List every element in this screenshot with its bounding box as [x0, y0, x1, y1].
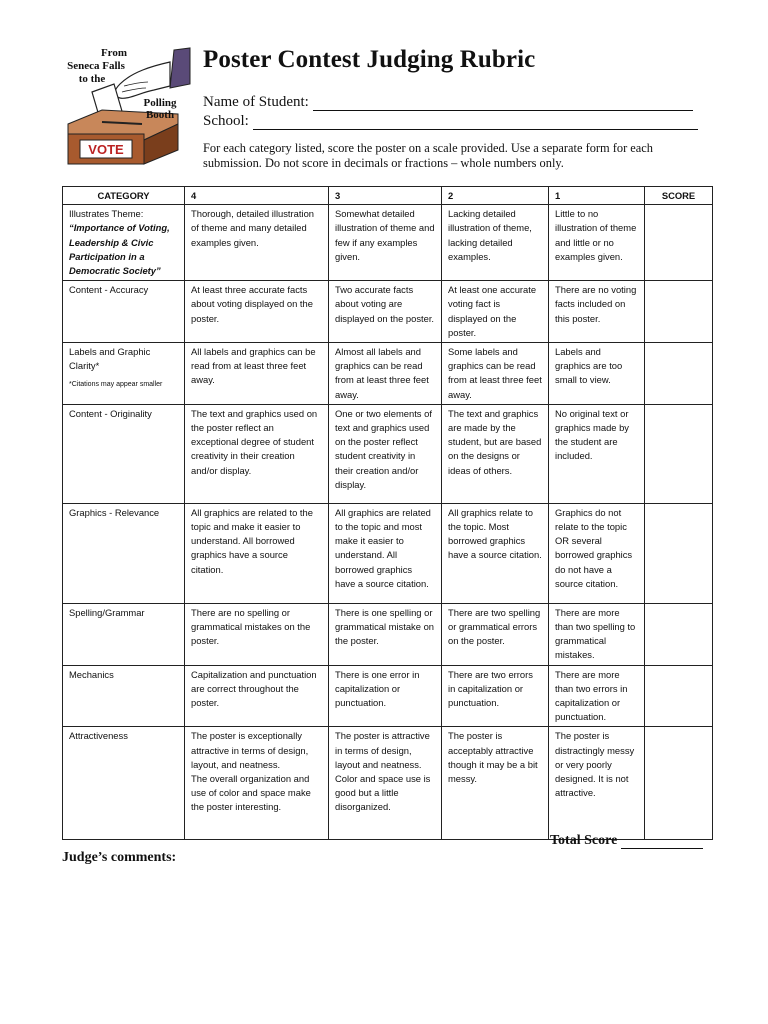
criterion-cell-1: There are no voting facts included on this poster.	[549, 281, 645, 343]
table-row	[63, 205, 713, 281]
criterion-cell-3: There is one spelling or grammatical mistake on the poster.	[329, 603, 442, 665]
header-2: 2	[442, 187, 549, 205]
logo-text-polling: Polling	[143, 97, 177, 109]
school-field	[203, 113, 698, 130]
category-label: Illustrates Theme:	[69, 208, 144, 220]
header-1: 1	[549, 187, 645, 205]
category-cell	[63, 404, 185, 503]
rubric-header-row	[63, 187, 713, 205]
student-name-label: Name of Student:	[203, 94, 309, 110]
logo-text-from: From	[100, 47, 128, 59]
criterion-cell-2: Some labels and graphics can be read from at least three feet away.	[442, 343, 549, 405]
logo-text-to-the: to the	[78, 73, 106, 85]
criterion-cell-4: The poster is exceptionally attractive in terms of design, layout, and neatness. The overall organization and use of color and space make the poster interesting.	[185, 727, 329, 840]
table-row	[63, 343, 713, 405]
category-cell	[63, 205, 185, 281]
table-row	[63, 281, 713, 343]
total-score-label: Total Score	[550, 833, 618, 848]
score-cell[interactable]	[645, 343, 713, 405]
criterion-cell-4: The text and graphics used on the poster reflect an exceptional degree of student creativity in their creation and/or display.	[185, 404, 329, 503]
category-cell	[63, 281, 185, 343]
category-note: *Citations may appear smaller	[69, 381, 163, 389]
criterion-cell-2: There are two errors in capitalization or punctuation.	[442, 665, 549, 727]
criterion-cell-3: All graphics are related to the topic and most make it easier to understand. All borrowed graphics have a source citation.	[329, 503, 442, 603]
score-cell[interactable]	[645, 727, 713, 840]
score-cell[interactable]	[645, 281, 713, 343]
school-label: School:	[203, 113, 249, 129]
criterion-cell-3: Almost all labels and graphics can be read from at least three feet away.	[329, 343, 442, 405]
student-name-line[interactable]	[313, 96, 693, 111]
criterion-cell-4: Thorough, detailed illustration of theme and many detailed examples given.	[185, 205, 329, 281]
category-cell	[63, 503, 185, 603]
instructions-text: For each category listed, score the poster on a scale provided. Use a separate form for each submission. Do not score in decimals or fractions – whole numbers only.	[203, 141, 654, 170]
criterion-cell-1: Little to no illustration of theme and little or no examples given.	[549, 205, 645, 281]
category-cell	[63, 343, 185, 405]
criterion-cell-4: At least three accurate facts about voting displayed on the poster.	[185, 281, 329, 343]
criterion-cell-2: All graphics relate to the topic. Most borrowed graphics have a source citation.	[442, 503, 549, 603]
category-label: Spelling/Grammar	[69, 606, 145, 618]
category-label: Content - Accuracy	[69, 284, 149, 296]
criterion-cell-3: The poster is attractive in terms of design, layout and neatness. Color and space use is good but a little disorganized.	[329, 727, 442, 840]
criterion-cell-1: There are more than two spelling to grammatical mistakes.	[549, 603, 645, 665]
criterion-cell-3: One or two elements of text and graphics used on the poster reflect student creativity in their creation and/or display.	[329, 404, 442, 503]
category-cell	[63, 727, 185, 840]
category-cell	[63, 665, 185, 727]
criterion-cell-1: There are more than two errors in capitalization or punctuation.	[549, 665, 645, 727]
score-cell[interactable]	[645, 603, 713, 665]
logo-text-seneca: Seneca Falls	[67, 60, 125, 72]
total-score-line[interactable]	[621, 834, 703, 849]
criterion-cell-4: Capitalization and punctuation are correct throughout the poster.	[185, 665, 329, 727]
criterion-cell-1: Labels and graphics are too small to view.	[549, 343, 645, 405]
category-cell	[63, 603, 185, 665]
judge-comments-label: Judge’s comments:	[62, 850, 177, 865]
school-line[interactable]	[253, 115, 698, 130]
category-label: Graphics - Relevance	[69, 506, 160, 518]
criterion-cell-4: All labels and graphics can be read from at least three feet away.	[185, 343, 329, 405]
criterion-cell-1: No original text or graphics made by the student are included.	[549, 404, 645, 503]
ballot-box-illustration	[62, 44, 192, 166]
header-4: 4	[185, 187, 329, 205]
criterion-cell-4: All graphics are related to the topic and make it easier to understand. All borrowed graphics have a source citation.	[185, 503, 329, 603]
vote-label: VOTE	[88, 142, 124, 157]
table-row	[63, 665, 713, 727]
criterion-cell-2: The text and graphics are made by the student, but are based on the designs or ideas of others.	[442, 404, 549, 503]
student-name-field	[203, 94, 693, 111]
criterion-cell-2: The poster is acceptably attractive though it may be a bit messy.	[442, 727, 549, 840]
rubric-table	[62, 186, 713, 840]
header-3: 3	[329, 187, 442, 205]
score-cell[interactable]	[645, 404, 713, 503]
criterion-cell-3: There is one error in capitalization or punctuation.	[329, 665, 442, 727]
total-score	[550, 833, 703, 849]
criterion-cell-2: At least one accurate voting fact is displayed on the poster.	[442, 281, 549, 343]
category-label: Content - Originality	[69, 407, 152, 419]
criterion-cell-1: Graphics do not relate to the topic OR several borrowed graphics do not have a source citation.	[549, 503, 645, 603]
category-label: Mechanics	[69, 668, 114, 680]
poll-logo	[62, 44, 192, 166]
criterion-cell-2: There are two spelling or grammatical errors on the poster.	[442, 603, 549, 665]
score-cell[interactable]	[645, 503, 713, 603]
page-title: Poster Contest Judging Rubric	[203, 46, 536, 73]
criterion-cell-1: The poster is distractingly messy or very poorly designed. It is not attractive.	[549, 727, 645, 840]
table-row	[63, 503, 713, 603]
score-cell[interactable]	[645, 205, 713, 281]
header-score: SCORE	[645, 187, 713, 205]
criterion-cell-2: Lacking detailed illustration of theme, lacking detailed examples.	[442, 205, 549, 281]
criterion-cell-3: Two accurate facts about voting are displayed on the poster.	[329, 281, 442, 343]
category-label: Labels and Graphic Clarity*	[69, 346, 151, 372]
category-label: Attractiveness	[69, 730, 128, 742]
table-row	[63, 603, 713, 665]
criterion-cell-4: There are no spelling or grammatical mistakes on the poster.	[185, 603, 329, 665]
theme-text: “Importance of Voting, Leadership & Civic Participation in a Democratic Society”	[69, 222, 170, 277]
logo-text-booth: Booth	[145, 109, 175, 121]
header-category: CATEGORY	[63, 187, 185, 205]
score-cell[interactable]	[645, 665, 713, 727]
table-row	[63, 404, 713, 503]
table-row	[63, 727, 713, 840]
criterion-cell-3: Somewhat detailed illustration of theme and few if any examples given.	[329, 205, 442, 281]
